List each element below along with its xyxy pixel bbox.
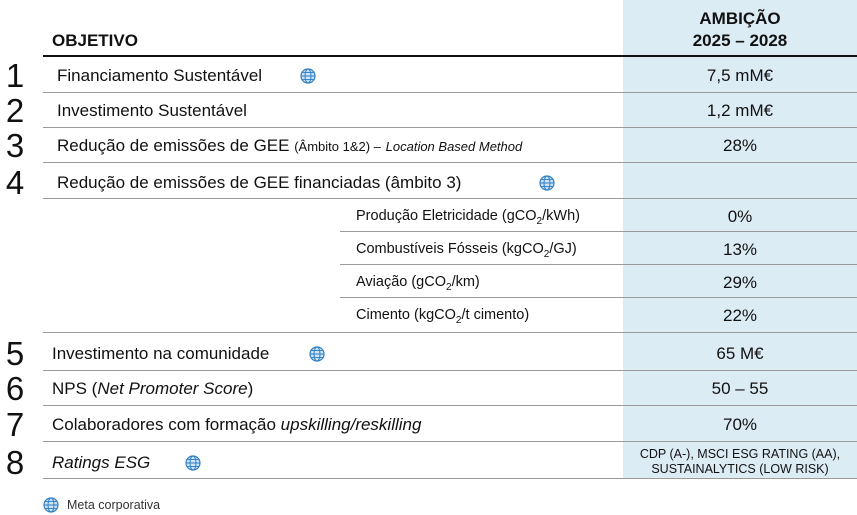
row-label-method: Location Based Method — [385, 139, 523, 154]
legend-label: Meta corporativa — [67, 498, 161, 512]
subrow-label — [356, 208, 580, 227]
subrow-divider — [340, 231, 857, 232]
globe-icon — [185, 455, 201, 471]
row-number: 1 — [5, 57, 25, 94]
row-value: 70% — [722, 415, 758, 434]
subrow-label-text: Combustíveis Fósseis (kgCO — [356, 241, 544, 257]
subrow-label-unit: /GJ) — [549, 241, 577, 257]
row-divider — [43, 370, 857, 371]
subscript: 2 — [455, 314, 462, 326]
subrow-label-unit: /kWh) — [542, 208, 580, 224]
row-value-line: SUSTAINALYTICS (LOW RISK) — [651, 462, 829, 476]
row-label: Investimento na comunidade — [52, 344, 270, 363]
row-number: 5 — [5, 335, 25, 372]
row-value: 65 M€ — [716, 344, 764, 363]
row-value: 1,2 mM€ — [706, 101, 774, 120]
globe-icon — [539, 175, 555, 191]
globe-icon — [43, 497, 59, 513]
row-divider — [43, 127, 857, 128]
row-number: 8 — [5, 444, 25, 481]
subrow-label-unit: /t cimento) — [461, 307, 530, 323]
row-label: Financiamento Sustentável — [57, 66, 263, 85]
subrow-divider — [340, 297, 857, 298]
row-divider — [43, 441, 857, 442]
row-label-italic: upskilling/reskilling — [280, 415, 422, 434]
row-label: Ratings ESG — [52, 453, 151, 472]
objective-header: OBJETIVO — [52, 31, 138, 50]
subrow-label-text: Aviação (gCO — [356, 274, 446, 290]
subrow-divider — [340, 264, 857, 265]
row-label-close: ) — [247, 379, 254, 398]
subrow-label-text: Cimento (kgCO — [356, 307, 456, 323]
row-value-line: CDP (A-), MSCI ESG RATING (AA), — [639, 447, 841, 461]
row-number: 3 — [5, 127, 25, 164]
row-label-text: Colaboradores com formação — [52, 415, 281, 434]
subrow-label-text: Produção Eletricidade (gCO — [356, 208, 537, 224]
row-label — [57, 136, 522, 156]
row-label-note: (Âmbito 1&2) – — [294, 139, 381, 154]
row-divider — [43, 405, 857, 406]
row-number: 2 — [5, 92, 25, 129]
row-value: 50 – 55 — [711, 379, 769, 398]
globe-icon — [300, 68, 316, 84]
row-number: 4 — [5, 164, 25, 201]
subrow-label — [356, 241, 577, 260]
globe-icon — [309, 346, 325, 362]
row-label — [52, 379, 253, 399]
table-bottom-divider — [43, 478, 857, 479]
subrow-value: 29% — [722, 273, 758, 292]
row-label-italic: Net Promoter Score — [97, 379, 248, 398]
ambition-header-period: 2025 – 2028 — [692, 31, 788, 50]
row-number: 7 — [5, 406, 25, 443]
subrow-value: 22% — [722, 306, 758, 325]
row-value: 7,5 mM€ — [706, 66, 774, 85]
row-label-text: NPS ( — [52, 379, 98, 398]
ambition-header-title: AMBIÇÃO — [699, 9, 781, 28]
row-divider — [43, 332, 857, 333]
row-label-main: Redução de emissões de GEE — [57, 136, 290, 155]
subrow-value: 13% — [722, 240, 758, 259]
subrow-label-unit: /km) — [451, 274, 480, 290]
ambition-header — [623, 8, 857, 52]
row-divider — [43, 92, 857, 93]
subscript: 2 — [446, 281, 452, 293]
subscript: 2 — [543, 248, 550, 260]
header-divider — [43, 55, 857, 57]
subscript: 2 — [536, 215, 543, 227]
row-number: 6 — [5, 370, 25, 407]
subrow-value: 0% — [727, 207, 753, 226]
row-label: Investimento Sustentável — [57, 101, 247, 120]
row-label — [52, 415, 421, 435]
subrow-label — [356, 307, 529, 326]
row-divider — [43, 162, 857, 163]
row-value — [623, 447, 857, 477]
row-label: Redução de emissões de GEE financiadas (âmbito 3) — [57, 173, 462, 192]
subrow-label — [356, 274, 480, 293]
row-value: 28% — [722, 136, 758, 155]
row-divider — [43, 198, 857, 199]
